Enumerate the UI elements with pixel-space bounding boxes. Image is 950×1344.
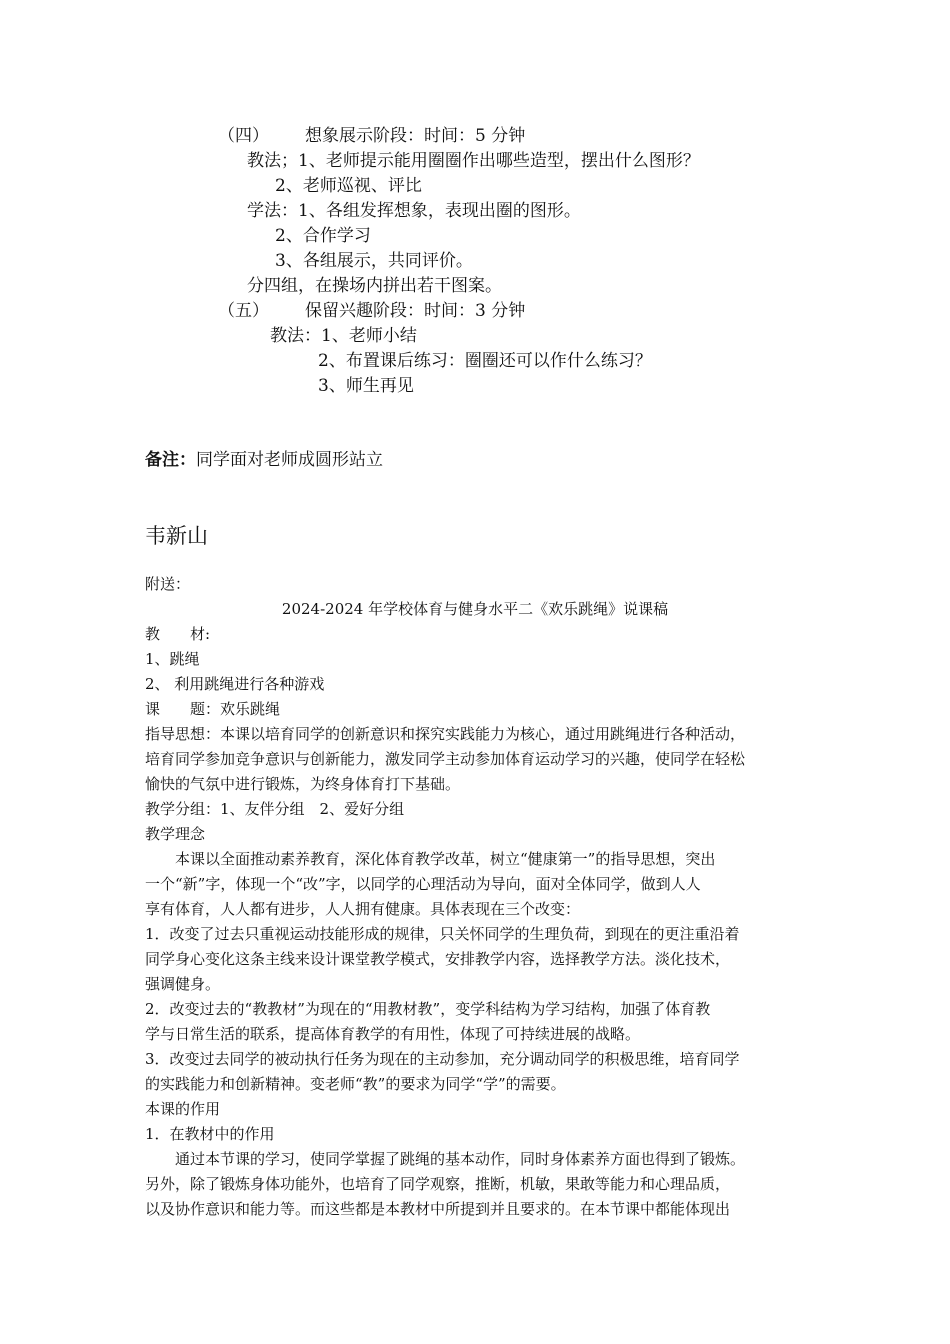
body-line: 1、跳绳 [145, 650, 200, 668]
body-line: 愉快的气氛中进行锻炼，为终身体育打下基础。 [145, 775, 461, 793]
section4-learn-2: 2、合作学习 [275, 226, 371, 246]
body-line: 教 材: [145, 625, 211, 643]
author-name: 韦新山 [145, 524, 208, 548]
body-line: 3．改变过去同学的被动执行任务为现在的主动参加，充分调动同学的积极思维，培育同学 [145, 1050, 740, 1068]
body-line: 教学分组：1、友伴分组 2、爱好分组 [145, 800, 405, 818]
note-label: 备注： [145, 450, 196, 470]
body-line: 以及协作意识和能力等。而这些都是本教材中所提到并且要求的。在本节课中都能体现出 [145, 1200, 731, 1218]
section4-number: （四） [218, 126, 269, 146]
section4-teach-1: 教法；1、老师提示能用圈圈作出哪些造型，摆出什么图形？ [247, 151, 700, 171]
body-line: 强调健身。 [145, 975, 221, 993]
body-line: 享有体育，人人都有进步，人人拥有健康。具体表现在三个改变： [145, 900, 581, 918]
body-line: 1．在教材中的作用 [145, 1125, 275, 1143]
body-line: 教学理念 [145, 825, 206, 843]
note-text: 同学面对老师成圆形站立 [196, 450, 383, 470]
body-line: 2．改变过去的“教教材”为现在的“用教材教”，变学科结构为学习结构，加强了体育教 [145, 1000, 711, 1018]
section4-group: 分四组，在操场内拼出若干图案。 [247, 276, 502, 296]
body-line: 课 题：欢乐跳绳 [145, 700, 281, 718]
note [145, 452, 383, 469]
body-line: 通过本节课的学习，使同学掌握了跳绳的基本动作，同时身体素养方面也得到了锻炼。 [145, 1150, 746, 1168]
body-line: 本课以全面推动素养教育，深化体育教学改革，树立“健康第一”的指导思想，突出 [145, 850, 716, 868]
section4-title: 想象展示阶段：时间：5 分钟 [305, 126, 526, 146]
section5-title: 保留兴趣阶段：时间：3 分钟 [305, 301, 526, 321]
body-line: 另外，除了锻炼身体功能外，也培育了同学观察，推断，机敏，果敢等能力和心理品质， [145, 1175, 731, 1193]
section5-teach-3: 3、师生再见 [318, 376, 414, 396]
body-line: 学与日常生活的联系，提高体育教学的有用性，体现了可持续进展的战略。 [145, 1025, 641, 1043]
section4-learn-1: 学法：1、各组发挥想象，表现出圈的图形。 [247, 201, 581, 221]
section5-teach-1: 教法：1、老师小结 [270, 326, 417, 346]
body-line: 的实践能力和创新精神。变老师“教”的要求为同学“学”的需要。 [145, 1075, 566, 1093]
appendix-title: 2024-2024 年学校体育与健身水平二《欢乐跳绳》说课稿 [281, 600, 669, 618]
body-line: 2、 利用跳绳进行各种游戏 [145, 675, 325, 693]
section4-teach-2: 2、老师巡视、评比 [275, 176, 422, 196]
body-line: 本课的作用 [145, 1100, 221, 1118]
body-line: 指导思想：本课以培育同学的创新意识和探究实践能力为核心，通过用跳绳进行各种活动， [145, 725, 746, 743]
body-line: 培育同学参加竞争意识与创新能力，激发同学主动参加体育运动学习的兴趣，使同学在轻松 [145, 750, 746, 768]
section5-teach-2: 2、布置课后练习：圈圈还可以作什么练习？ [318, 351, 652, 371]
body-line: 一个“新”字，体现一个“改”字，以同学的心理活动为导向，面对全体同学，做到人人 [145, 875, 701, 893]
body-line: 1．改变了过去只重视运动技能形成的规律，只关怀同学的生理负荷，到现在的更注重沿着 [145, 925, 740, 943]
body-line: 同学身心变化这条主线来设计课堂教学模式，安排教学内容，选择教学方法。淡化技术， [145, 950, 731, 968]
section4-learn-3: 3、各组展示，共同评价。 [275, 251, 473, 271]
section5-number: （五） [218, 301, 269, 321]
appendix-label: 附送： [145, 575, 191, 593]
